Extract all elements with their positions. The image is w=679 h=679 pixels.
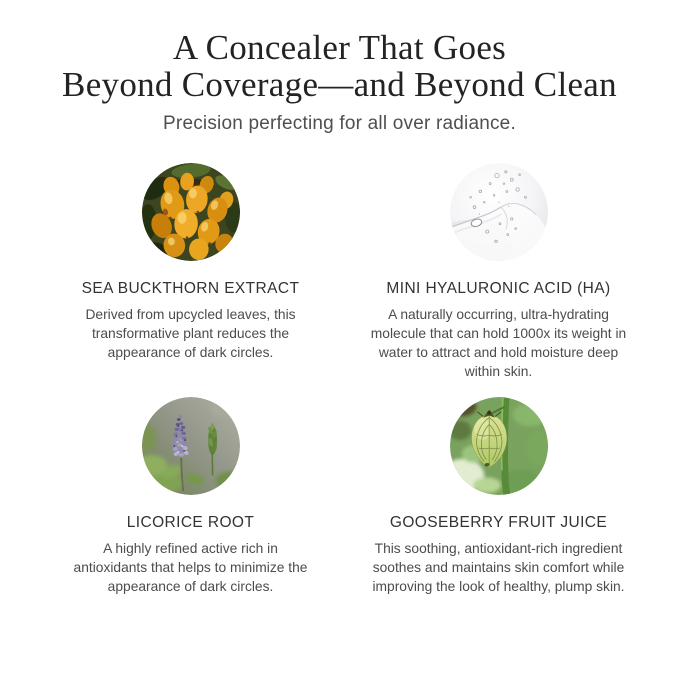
ingredient-name: LICORICE ROOT [126,514,255,531]
ingredient-card-gooseberry [345,397,653,596]
hyaluronic-acid-gel-texture-photo [450,163,548,261]
page-title [0,0,679,104]
ingredient-name: GOOSEBERRY FRUIT JUICE [389,514,608,531]
page-subtitle: Precision perfecting for all over radiance. [163,112,516,134]
ingredient-description: Derived from upcycled leaves, this transformative plant reduces the appearance of dark circles. [85,306,296,360]
title-line-1: A Concealer That Goes [172,28,507,67]
licorice-root-flower-photo [142,397,240,495]
ingredient-name: MINI HYALURONIC ACID (HA) [386,279,611,297]
ingredient-card-licorice-root [37,397,345,596]
title-line-2: Beyond Coverage—and Beyond Clean [62,65,617,105]
header [0,0,679,135]
ingredient-description: This soothing, antioxidant-rich ingredient soothes and maintains skin comfort while improving the look of healthy, plump skin. [372,541,625,595]
ingredients-grid [0,163,679,596]
ingredient-card-sea-buckthorn [37,163,345,381]
ingredient-description: A highly refined active rich in antioxidants that helps to minimize the appearance of dark circles. [73,541,308,595]
ingredient-description: A naturally occurring, ultra-hydrating molecule that can hold 1000x its weight in water to attract and hold moisture deep within skin. [370,306,627,379]
gooseberry-fruit-photo [450,397,548,495]
ingredient-card-hyaluronic-acid [345,163,653,381]
sea-buckthorn-berries-photo [142,163,240,261]
ingredient-name: SEA BUCKTHORN EXTRACT [81,279,300,297]
